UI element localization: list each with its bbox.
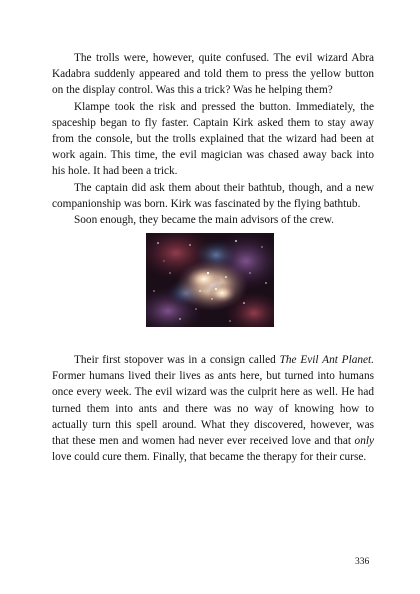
book-title-italic: The Evil Ant Planet. (279, 354, 374, 366)
paragraph-text: Former humans lived their lives as ants here, but turned into humans once every week. The evil wizard was the culprit here as well. He had turned them into ants and there was no way of knowing how to actually turn this spell around. What they discovered, however, was that these men and women had never ever received love and that (52, 370, 374, 448)
paragraph-text: Soon enough, they became the main advisors of the crew. (74, 214, 334, 227)
paragraph-text: Their first stopover was in a consign called (74, 354, 280, 366)
body-text-bottom (52, 352, 374, 465)
emphasis-italic: only (354, 435, 374, 448)
nebula-image (146, 233, 274, 327)
nebula-illustration (146, 233, 274, 327)
paragraph (52, 352, 374, 465)
paragraph (52, 99, 374, 180)
paragraph (52, 50, 374, 99)
page-number: 336 (355, 557, 370, 567)
paragraph-text: The trolls were, however, quite confused. The evil wizard Abra Kadabra suddenly appeared and told them to press the yellow button on the display control. Was this a trick? Was he helping them? (52, 52, 374, 97)
paragraph (52, 180, 374, 212)
paragraph-text: love could cure them. Finally, that became the therapy for their curse. (52, 451, 367, 464)
body-text-top (52, 50, 374, 228)
paragraph-text: The captain did ask them about their bathtub, though, and a new companionship was born. Kirk was fascinated by the flying bathtub. (52, 181, 374, 210)
paragraph (52, 212, 374, 228)
paragraph-text: Klampe took the risk and pressed the button. Immediately, the spaceship began to fly faster. Captain Kirk asked them to stay away from the console, but the trolls explained that the wizard had been at work again. This time, the evil magician was chased away back into his hole. It had been a trick. (52, 100, 374, 178)
